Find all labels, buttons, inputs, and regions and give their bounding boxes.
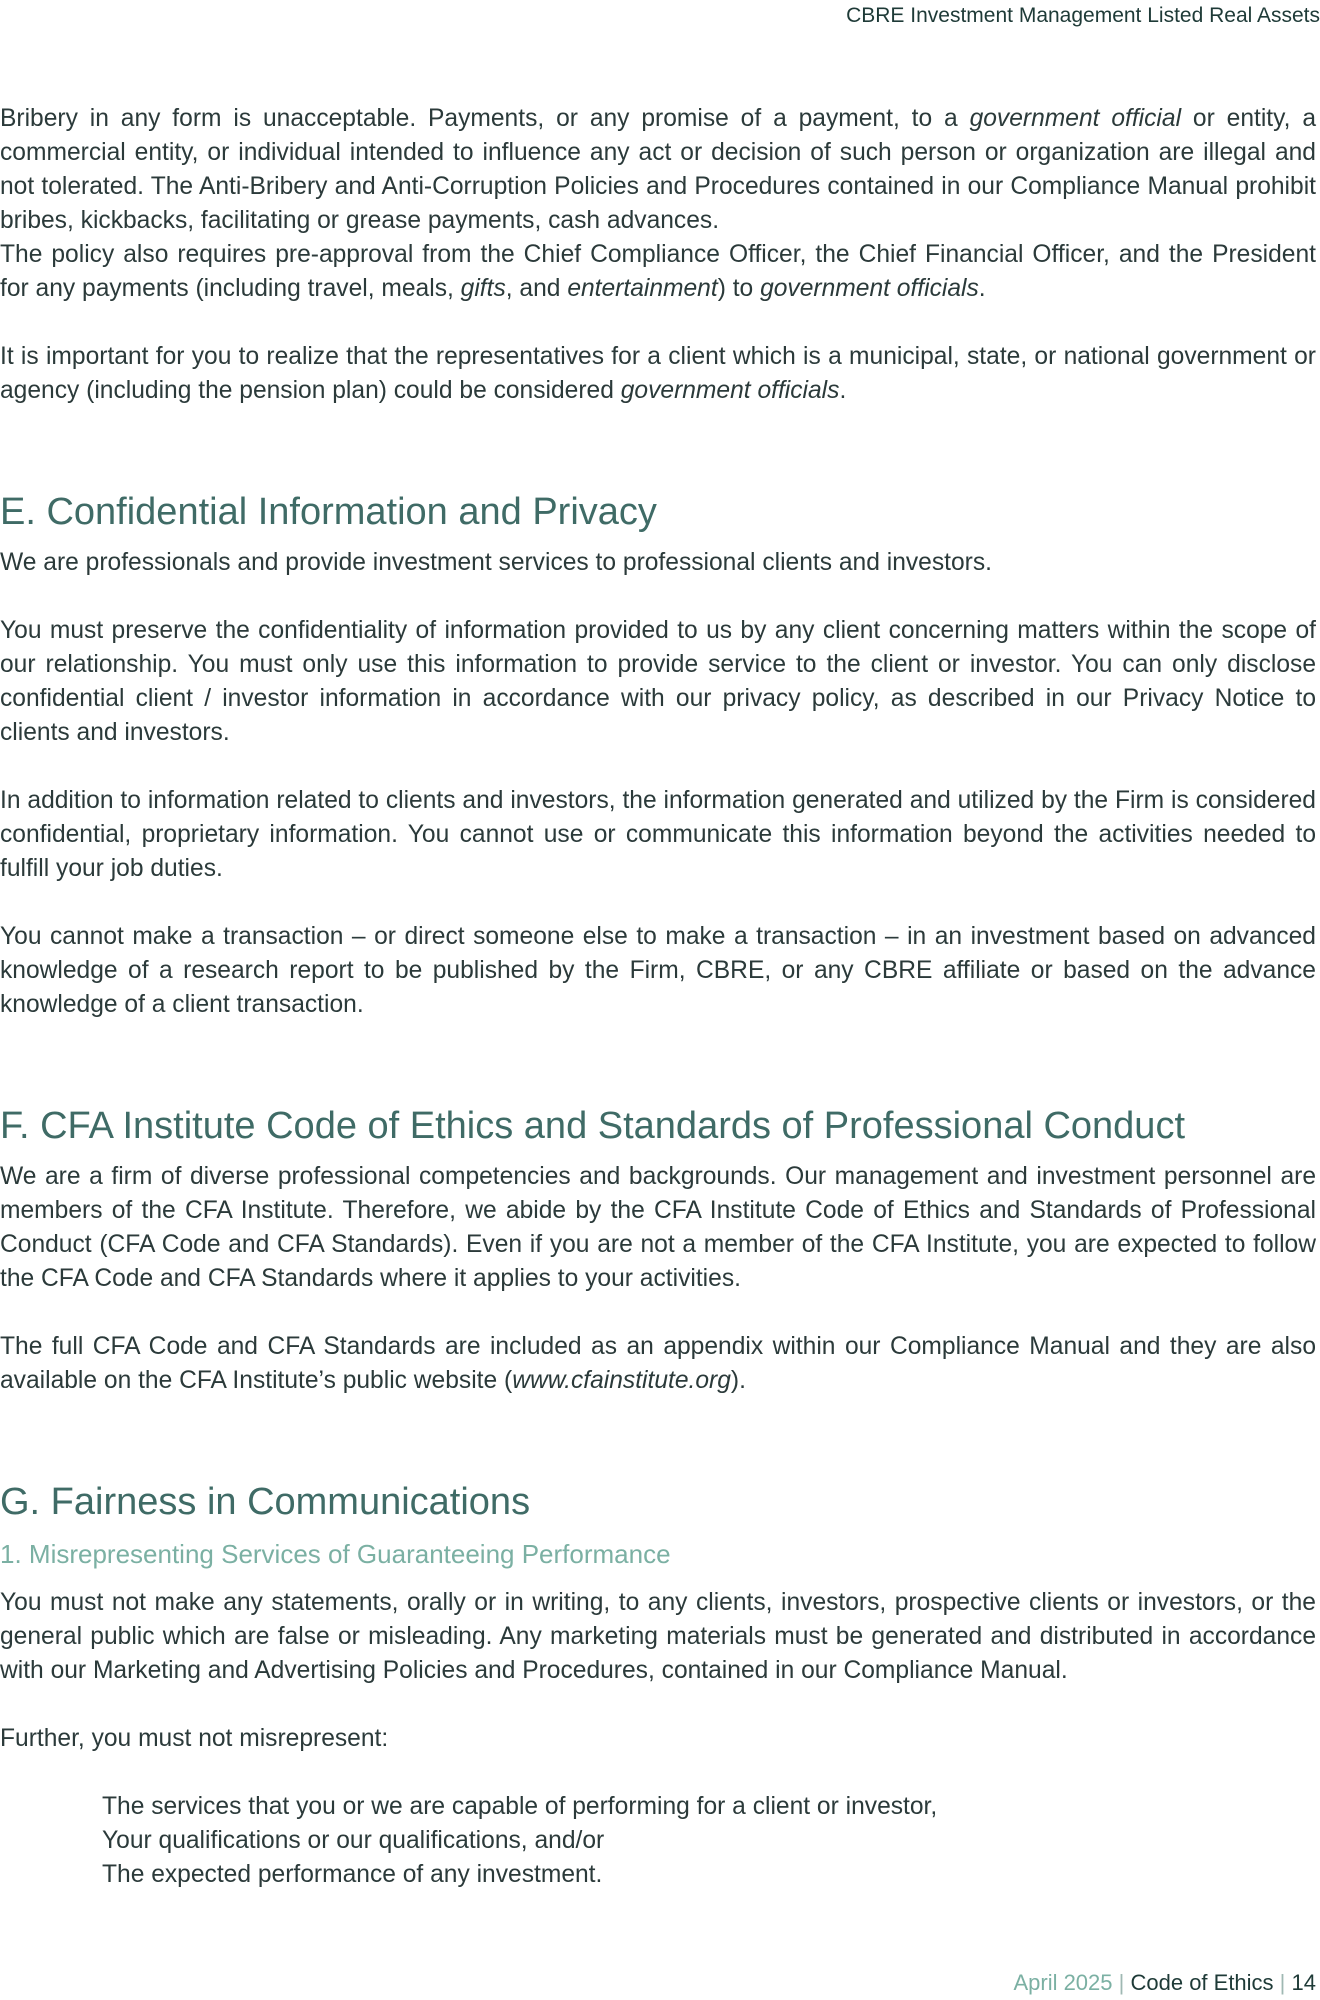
section-f-heading: F. CFA Institute Code of Ethics and Standards of Professional Conduct: [0, 1105, 1185, 1147]
list-item: The services that you or we are capable of performing for a client or investor,: [102, 1793, 938, 1820]
section-g-paragraph-2: Further, you must not misrepresent:: [0, 1725, 389, 1752]
footer-date: April 2025: [1013, 1970, 1113, 1995]
footer-separator: |: [1112, 1970, 1131, 1995]
pre-approval-paragraph: The policy also requires pre-approval from the Chief Compliance Officer, the Chief Financial Officer, and the President for any payments (including travel, meals, gifts, and entertainment) to government officials.: [0, 241, 1316, 302]
section-f-paragraph-1: We are a firm of diverse professional competencies and backgrounds. Our management and investment personnel are members of the CFA Institute. Therefore, we abide by the CFA Institute Code of Ethics and Standards of Professional Conduct (CFA Code and CFA Standards). Even if you are not a member of the CFA Institute, you are expected to follow the CFA Code and CFA Standards where it applies to your activities.: [0, 1163, 1316, 1292]
section-f-paragraph-2: The full CFA Code and CFA Standards are included as an appendix within our Compliance Manual and they are also available on the CFA Institute’s public website (www.cfainstitute.org).: [0, 1333, 1316, 1394]
section-e-paragraph-3: In addition to information related to clients and investors, the information generated and utilized by the Firm is considered confidential, proprietary information. You cannot use or communicate this information beyond the activities needed to fulfill your job duties.: [0, 787, 1316, 882]
misrepresent-list: [0, 1790, 1316, 1892]
page-footer: [1013, 1970, 1316, 1996]
page-body: [0, 102, 1316, 1892]
section-g-heading: G. Fairness in Communications: [0, 1481, 531, 1523]
section-g-paragraph-1: You must not make any statements, orally or in writing, to any clients, investors, prospective clients or investors, or the general public which are false or misleading. Any marketing materials must be generated and distributed in accordance with our Marketing and Advertising Policies and Procedures, contained in our Compliance Manual.: [0, 1589, 1316, 1684]
list-item: The expected performance of any investment.: [102, 1861, 603, 1888]
page-number: 14: [1291, 1970, 1316, 1995]
footer-document-title: Code of Ethics: [1130, 1970, 1274, 1995]
running-header: CBRE Investment Management Listed Real Assets: [846, 4, 1320, 27]
section-e-paragraph-4: You cannot make a transaction – or direct someone else to make a transaction – in an investment based on advanced knowledge of a research report to be published by the Firm, CBRE, or any CBRE affiliate or based on the advance knowledge of a client transaction.: [0, 923, 1316, 1018]
section-g-subheading: 1. Misrepresenting Services of Guaranteeing Performance: [0, 1539, 671, 1569]
government-officials-paragraph: It is important for you to realize that the representatives for a client which is a municipal, state, or national government or agency (including the pension plan) could be considered government officials.: [0, 343, 1316, 404]
section-e-heading: E. Confidential Information and Privacy: [0, 491, 657, 533]
list-item: Your qualifications or our qualifications, and/or: [102, 1827, 605, 1854]
bribery-paragraph: Bribery in any form is unacceptable. Payments, or any promise of a payment, to a government official or entity, a commercial entity, or individual intended to influence any act or decision of such person or organization are illegal and not tolerated. The Anti-Bribery and Anti-Corruption Policies and Procedures contained in our Compliance Manual prohibit bribes, kickbacks, facilitating or grease payments, cash advances.: [0, 105, 1316, 234]
section-e-paragraph-1: We are professionals and provide investment services to professional clients and investors.: [0, 549, 992, 576]
footer-separator: |: [1273, 1970, 1292, 1995]
section-e-paragraph-2: You must preserve the confidentiality of information provided to us by any client concerning matters within the scope of our relationship. You must only use this information to provide service to the client or investor. You can only disclose confidential client / investor information in accordance with our privacy policy, as described in our Privacy Notice to clients and investors.: [0, 617, 1316, 746]
